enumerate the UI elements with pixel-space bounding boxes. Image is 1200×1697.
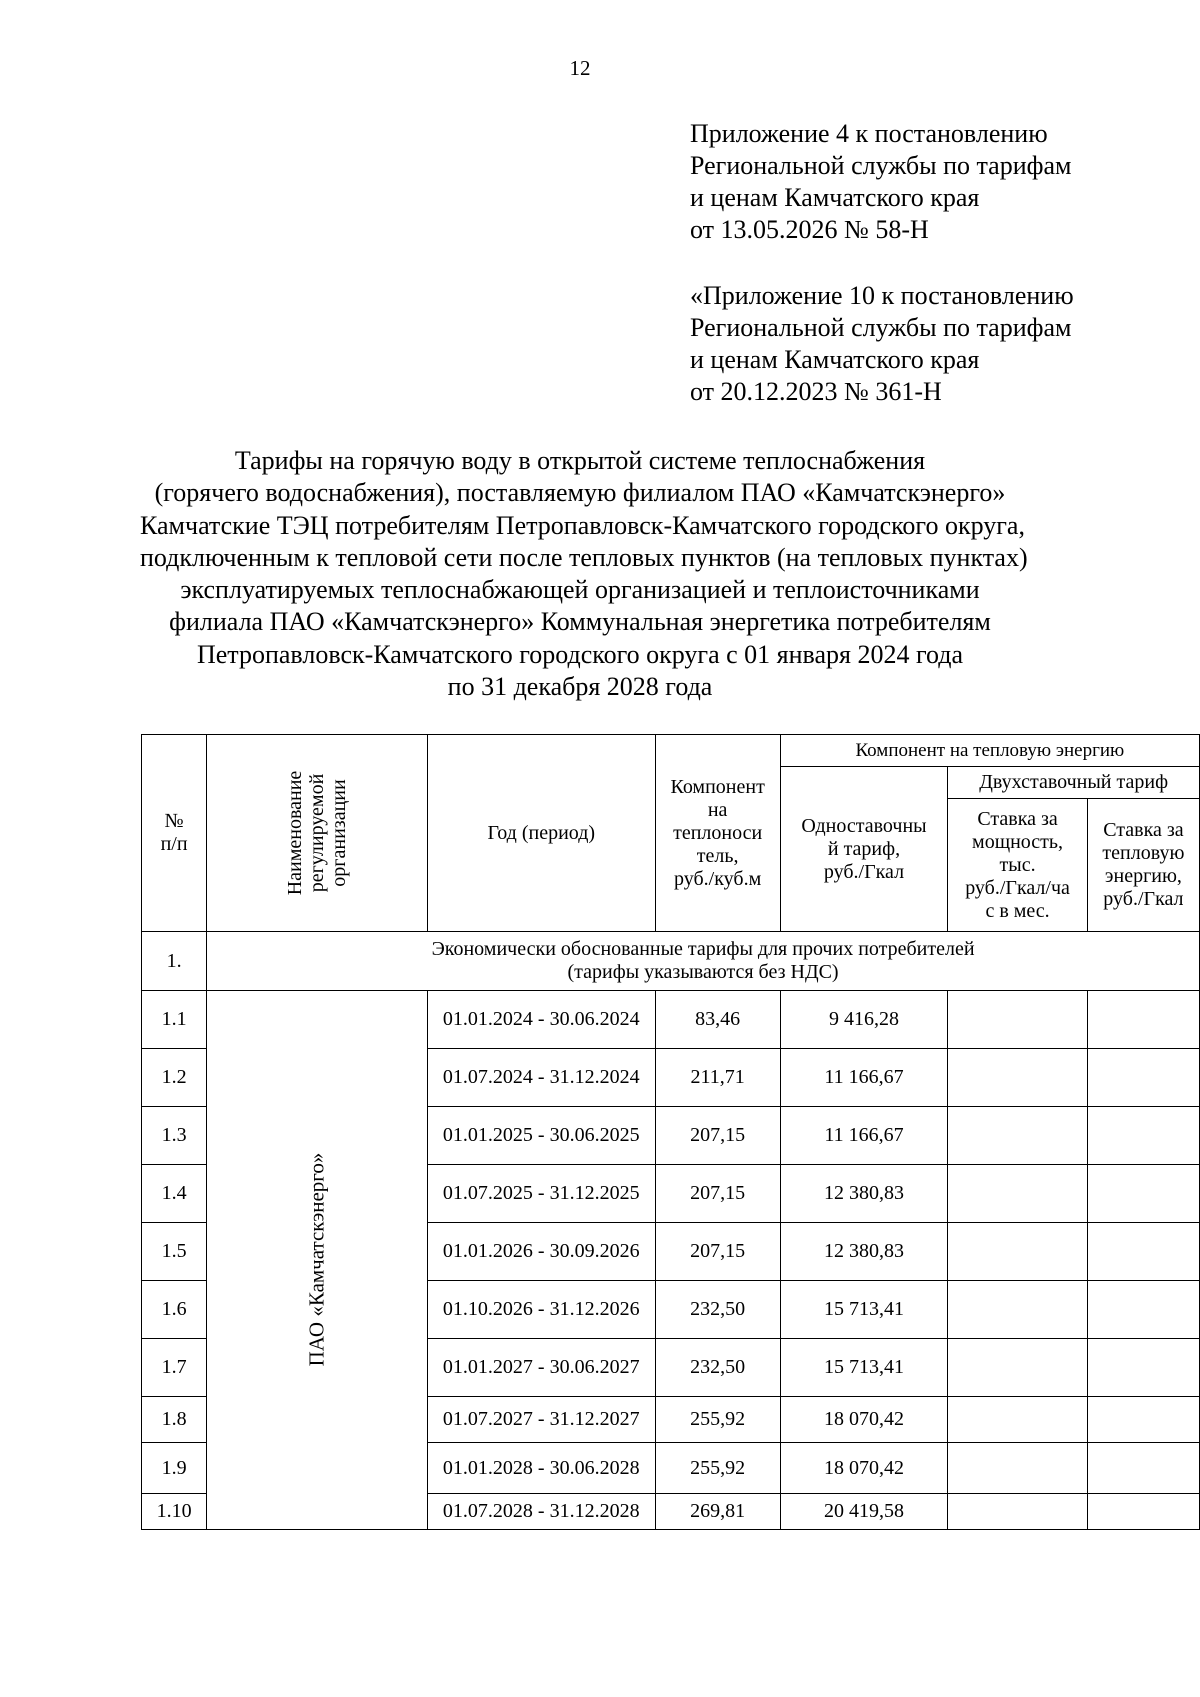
row-carrier-component: 269,81 <box>655 1494 780 1530</box>
header-text: тель, <box>696 844 739 867</box>
row-period: 01.01.2025 - 30.06.2025 <box>427 1107 655 1165</box>
annex-line: «Приложение 10 к постановлению <box>690 281 1074 310</box>
row-period: 01.07.2025 - 31.12.2025 <box>427 1165 655 1223</box>
header-energy-rate <box>1087 799 1199 932</box>
annex-line: и ценам Камчатского края <box>690 183 980 212</box>
row-capacity-rate <box>948 1281 1088 1339</box>
row-carrier-component: 232,50 <box>655 1339 780 1397</box>
header-text: тыс. <box>999 853 1036 876</box>
row-number: 1.10 <box>142 1494 207 1530</box>
row-carrier-component: 255,92 <box>655 1443 780 1494</box>
row-capacity-rate <box>948 1397 1088 1443</box>
row-period: 01.07.2028 - 31.12.2028 <box>427 1494 655 1530</box>
title-line: Камчатские ТЭЦ потребителям Петропавловск-Камчатского городского округа, <box>140 510 1025 540</box>
header-text: руб./Гкал/ча <box>965 876 1070 899</box>
header-text: п/п <box>160 833 188 855</box>
header-text: Компонент <box>670 775 765 798</box>
table-row <box>142 991 1200 1049</box>
row-energy-rate <box>1087 1397 1199 1443</box>
header-text: тепловую <box>1102 842 1185 864</box>
header-text: руб./Гкал <box>1103 888 1184 910</box>
row-single-rate: 12 380,83 <box>780 1165 948 1223</box>
header-text: теплоноси <box>673 821 763 844</box>
row-energy-rate <box>1087 1049 1199 1107</box>
header-capacity-rate <box>948 799 1088 932</box>
row-number: 1.1 <box>142 991 207 1049</box>
row-single-rate: 20 419,58 <box>780 1494 948 1530</box>
header-text: № <box>164 810 184 832</box>
header-text: руб./Гкал <box>823 860 905 883</box>
row-period: 01.01.2027 - 30.06.2027 <box>427 1339 655 1397</box>
row-number: 1.4 <box>142 1165 207 1223</box>
header-text: й тариф, <box>827 837 901 860</box>
title-line: (горячего водоснабжения), поставляемую филиалом ПАО «Камчатскэнерго» <box>154 478 1006 508</box>
row-carrier-component: 207,15 <box>655 1165 780 1223</box>
header-carrier-component <box>655 735 780 932</box>
row-period: 01.07.2027 - 31.12.2027 <box>427 1397 655 1443</box>
annex-line: от 20.12.2023 № 361-Н <box>690 377 942 406</box>
row-capacity-rate <box>948 1223 1088 1281</box>
row-energy-rate <box>1087 1165 1199 1223</box>
header-text: Наименование <box>283 770 306 896</box>
row-capacity-rate <box>948 1165 1088 1223</box>
row-single-rate: 11 166,67 <box>780 1049 948 1107</box>
row-energy-rate <box>1087 1494 1199 1530</box>
row-number: 1.9 <box>142 1443 207 1494</box>
organization-name-cell <box>207 991 428 1530</box>
document-title <box>140 445 1028 703</box>
organization-name: ПАО «Камчатскэнерго» <box>304 1152 329 1367</box>
title-line: по 31 декабря 2028 года <box>447 672 713 702</box>
section-title-line: (тарифы указываются без НДС) <box>567 961 839 983</box>
row-carrier-component: 207,15 <box>655 1223 780 1281</box>
row-carrier-component: 207,15 <box>655 1107 780 1165</box>
row-capacity-rate <box>948 1339 1088 1397</box>
header-text: руб./куб.м <box>674 867 762 890</box>
row-period: 01.01.2024 - 30.06.2024 <box>427 991 655 1049</box>
annex-current-header <box>690 118 1071 246</box>
row-period: 01.01.2026 - 30.09.2026 <box>427 1223 655 1281</box>
row-single-rate: 15 713,41 <box>780 1281 948 1339</box>
row-energy-rate <box>1087 1443 1199 1494</box>
row-period: 01.01.2028 - 30.06.2028 <box>427 1443 655 1494</box>
row-number: 1.8 <box>142 1397 207 1443</box>
header-two-rate: Двухставочный тариф <box>948 767 1200 799</box>
tariff-table <box>141 734 1200 1530</box>
annex-line: и ценам Камчатского края <box>690 345 980 374</box>
title-line: эксплуатируемых теплоснабжающей организацией и теплоисточниками <box>180 575 980 605</box>
row-single-rate: 15 713,41 <box>780 1339 948 1397</box>
header-org-name <box>207 735 428 932</box>
row-single-rate: 12 380,83 <box>780 1223 948 1281</box>
row-number: 1.6 <box>142 1281 207 1339</box>
title-line: филиала ПАО «Камчатскэнерго» Коммунальная энергетика потребителям <box>169 607 991 637</box>
row-number: 1.5 <box>142 1223 207 1281</box>
header-number <box>142 735 207 932</box>
header-text: мощность, <box>972 830 1064 853</box>
page-number: 12 <box>569 56 591 80</box>
row-number: 1.2 <box>142 1049 207 1107</box>
row-capacity-rate <box>948 1107 1088 1165</box>
row-energy-rate <box>1087 1339 1199 1397</box>
row-capacity-rate <box>948 1494 1088 1530</box>
header-text: на <box>707 798 728 821</box>
section-title <box>207 932 1200 991</box>
header-text: с в мес. <box>985 899 1050 922</box>
annex-line: от 13.05.2026 № 58-Н <box>690 215 929 244</box>
title-line: Тарифы на горячую воду в открытой системе теплоснабжения <box>234 446 926 475</box>
header-single-rate <box>780 767 948 932</box>
row-energy-rate <box>1087 1107 1199 1165</box>
row-energy-rate <box>1087 1281 1199 1339</box>
title-line: Петропавловск-Камчатского городского округа с 01 января 2024 года <box>196 639 964 669</box>
row-carrier-component: 83,46 <box>655 991 780 1049</box>
header-text: Ставка за <box>977 807 1058 830</box>
header-text: регулируемой <box>305 773 328 893</box>
row-energy-rate <box>1087 1223 1199 1281</box>
annex-line: Региональной службы по тарифам <box>690 313 1072 342</box>
row-single-rate: 9 416,28 <box>780 991 948 1049</box>
row-period: 01.10.2026 - 31.12.2026 <box>427 1281 655 1339</box>
row-number: 1.7 <box>142 1339 207 1397</box>
row-single-rate: 18 070,42 <box>780 1443 948 1494</box>
row-single-rate: 11 166,67 <box>780 1107 948 1165</box>
row-number: 1.3 <box>142 1107 207 1165</box>
row-single-rate: 18 070,42 <box>780 1397 948 1443</box>
header-period: Год (период) <box>427 735 655 932</box>
header-text: Одноставочны <box>801 814 927 837</box>
section-title-line: Экономически обоснованные тарифы для прочих потребителей <box>431 938 975 960</box>
section-number: 1. <box>142 932 207 991</box>
title-line: подключенным к тепловой сети после тепловых пунктов (на тепловых пунктах) <box>140 542 1028 572</box>
row-capacity-rate <box>948 1049 1088 1107</box>
row-carrier-component: 232,50 <box>655 1281 780 1339</box>
row-carrier-component: 255,92 <box>655 1397 780 1443</box>
row-carrier-component: 211,71 <box>655 1049 780 1107</box>
row-period: 01.07.2024 - 31.12.2024 <box>427 1049 655 1107</box>
row-capacity-rate <box>948 991 1088 1049</box>
header-text: Ставка за <box>1103 819 1184 841</box>
annex-line: Приложение 4 к постановлению <box>690 119 1048 148</box>
annex-line: Региональной службы по тарифам <box>690 151 1072 180</box>
header-heat-component: Компонент на тепловую энергию <box>780 735 1199 767</box>
header-text: энергию, <box>1104 865 1182 887</box>
annex-original-header <box>690 280 1074 408</box>
row-energy-rate <box>1087 991 1199 1049</box>
header-text: организации <box>327 779 350 887</box>
row-capacity-rate <box>948 1443 1088 1494</box>
